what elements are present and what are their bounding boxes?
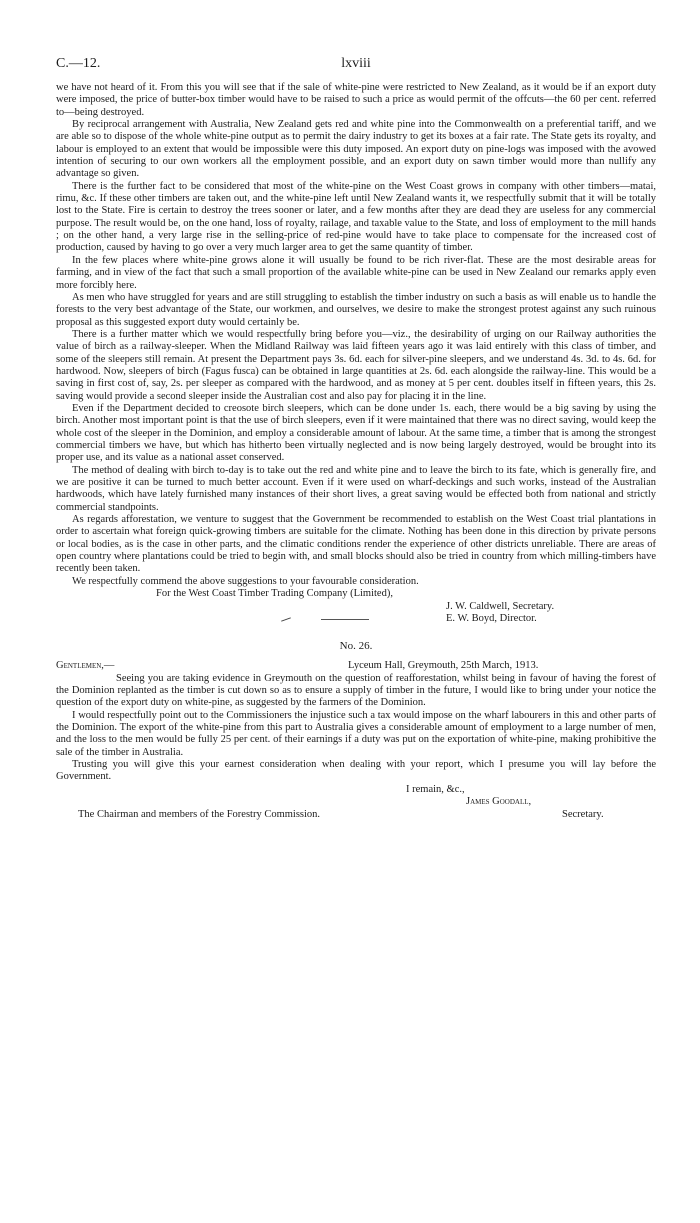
salutation-line bbox=[56, 660, 656, 672]
signature-rule bbox=[321, 619, 369, 620]
paragraph: I would respectfully point out to the Commissioners the injustice such a tax would impose on the wharf labourers in this and other parts of the Dominion. The export of the white-pine from this part to Australia gives a considerable amount of employment to a large number of men, and the loss to the men would be fully 25 per cent. of their earnings if a duty was put on the exportation of white-pine, making prohibitive the sale of the timber in Australia. bbox=[56, 709, 656, 758]
pen-mark bbox=[281, 617, 291, 621]
signer-title: Secretary. bbox=[562, 808, 604, 820]
salutation: Gentlemen,— bbox=[56, 660, 115, 672]
closing-addressee-line bbox=[56, 809, 656, 821]
page-number: lxviii bbox=[341, 56, 371, 71]
page-header bbox=[56, 56, 656, 78]
paragraph: Seeing you are taking evidence in Greymouth on the question of reafforestation, whilst being in favour of having the forest of the Dominion replanted as the timber is cut down so as to ensure a supply of timber in the future, I would like to bring under your notice the question of the export duty on white-pine, as suggested by the farmers of the Dominion. bbox=[56, 672, 656, 709]
paragraph: There is a further matter which we would respectfully bring before you—viz., the desirability of urging on our Railway authorities the value of birch as a railway-sleeper. When the Midland Railway was laid fifteen years ago it was laid entirely with this class of timber, and some of the sleepers still remain. At present the Department pays 3s. 6d. each for silver-pine sleepers, and we understand 4s. 3d. to 4s. 6d. for hardwood. Now, sleepers of birch (Fagus fusca) can be obtained in large quantities at 2s. 6d. each alongside the railway-line. This would be a saving in first cost of, say, 2s. per sleeper as compared with the hardwood, and as money at 5 per cent. doubles itself in fifteen years, this 2s. saving would provide a second sleeper inside the Australian cost and also pay for placing it in the line. bbox=[56, 328, 656, 402]
signature-block bbox=[56, 588, 656, 625]
paragraph: In the few places where white-pine grows alone it will usually be found to be rich river-flat. These are the most desirable areas for farming, and in view of the fact that such a small proportion of the available white-pine can be used in New Zealand our remarks apply even more forcibly here. bbox=[56, 254, 656, 291]
paragraph: We respectfully commend the above suggestions to your favourable consideration. bbox=[72, 575, 419, 587]
signer-goodall: James Goodall, bbox=[466, 796, 532, 808]
company-line: For the West Coast Timber Trading Company (Limited), bbox=[156, 588, 393, 600]
closing-remain: I remain, &c., bbox=[406, 783, 465, 795]
paragraph: Even if the Department decided to creosote birch sleepers, which can be done under 1s. each, there would be a big saving by using the birch. Another most important point is that the use of birch sleepers, even if it were maintained that there was no direct saving, would keep the whole cost of the sleeper in the Dominion, and employ a considerable amount of labour. At the same time, a timber that is among the strongest commercial timbers we have, but which has hitherto been virtually neglected and is now being largely destroyed, would be brought into its proper use, and its value as a national asset conserved. bbox=[56, 402, 656, 464]
letter-body bbox=[56, 82, 656, 588]
paragraph: There is the further fact to be considered that most of the white-pine on the West Coast grows in company with other timbers—matai, rimu, &c. If these other timbers are taken out, and the white-pine left until New Zealand wants it, we respectfully submit that it will be totally lost to the State. Fire is certain to destroy the trees sooner or later, and a few months after they are dead they are useless for any commercial purpose. The result would be, on the one hand, loss of royalty, railage, and taxable value to the State, and loss of employment to the mill hands ; on the other hand, a very large rise in the selling-price of red-pine would have to take place to compensate for the increased cost of production, caused by having to go over a very much larger area to get the same quantity of timber. bbox=[56, 180, 656, 254]
closing-signer-line bbox=[56, 796, 656, 808]
paragraph: As men who have struggled for years and are still struggling to establish the timber industry on such a basis as will enable us to handle the forests to the very best advantage of the State, our workmen, and ourselves, we desire to make the strongest protest against any such ruinous proposal as this suggested export duty would certainly be. bbox=[56, 291, 656, 328]
paragraph: The method of dealing with birch to-day is to take out the red and white pine and to leave the birch to its fate, which is generally fire, and we are positive it can be turned to much better account. Even if it were used on wharf-deckings and such works, instead of the Australian hardwoods, which have lately furnished many instances of their short lives, a great saving would be effected both from national and strictly commercial standpoints. bbox=[56, 464, 656, 513]
paragraph: Trusting you will give this your earnest consideration when dealing with your report, which I presume you will lay before the Government. bbox=[56, 759, 656, 783]
signer-caldwell: J. W. Caldwell, Secretary. bbox=[446, 600, 555, 612]
place-date: Lyceum Hall, Greymouth, 25th March, 1913. bbox=[348, 660, 539, 672]
addressee: The Chairman and members of the Forestry Commission. bbox=[78, 808, 321, 820]
paragraph: we have not heard of it. From this you will see that if the sale of white-pine were restricted to New Zealand, as it would be if an export duty were imposed, the price of butter-box timber would have to be raised to such a price as would permit of the offcuts—the 60 per cent. referred to—being destroyed. bbox=[56, 82, 656, 118]
letter-number: No. 26. bbox=[339, 640, 373, 653]
paragraph: As regards afforestation, we venture to suggest that the Government be recommended to establish on the West Coast trial plantations in order to ascertain what foreign quick-growing timbers are suitable for the climate. Nothing has been done in this direction by private persons or local bodies, as is the case in other parts, and the climatic conditions render the experience of other districts unreliable. There are areas of open country where plantations could be tried to begin with, and small blocks should also be tried in country from which milling-timbers have recently been taken. bbox=[56, 514, 656, 575]
letter-26-body bbox=[56, 673, 656, 784]
document-page bbox=[56, 56, 656, 821]
document-reference: C.—12. bbox=[56, 56, 101, 71]
paragraph: By reciprocal arrangement with Australia, New Zealand gets red and white pine into the Commonwealth on a preferential tariff, and we are able so to dispose of the whole white-pine output as to permit the dairy industry to get its boxes at a fair rate. The State gets its royalty, and labour is employed to an extent that would be impossible were this duty imposed. An export duty on pine-logs was imposed with the avowed intention of securing to our own workers all the employment possible, and an export duty on sawn timber would more than nullify any advantage so given. bbox=[56, 119, 656, 180]
closing-remain-line bbox=[56, 784, 656, 796]
signer-boyd: E. W. Boyd, Director. bbox=[446, 612, 537, 624]
